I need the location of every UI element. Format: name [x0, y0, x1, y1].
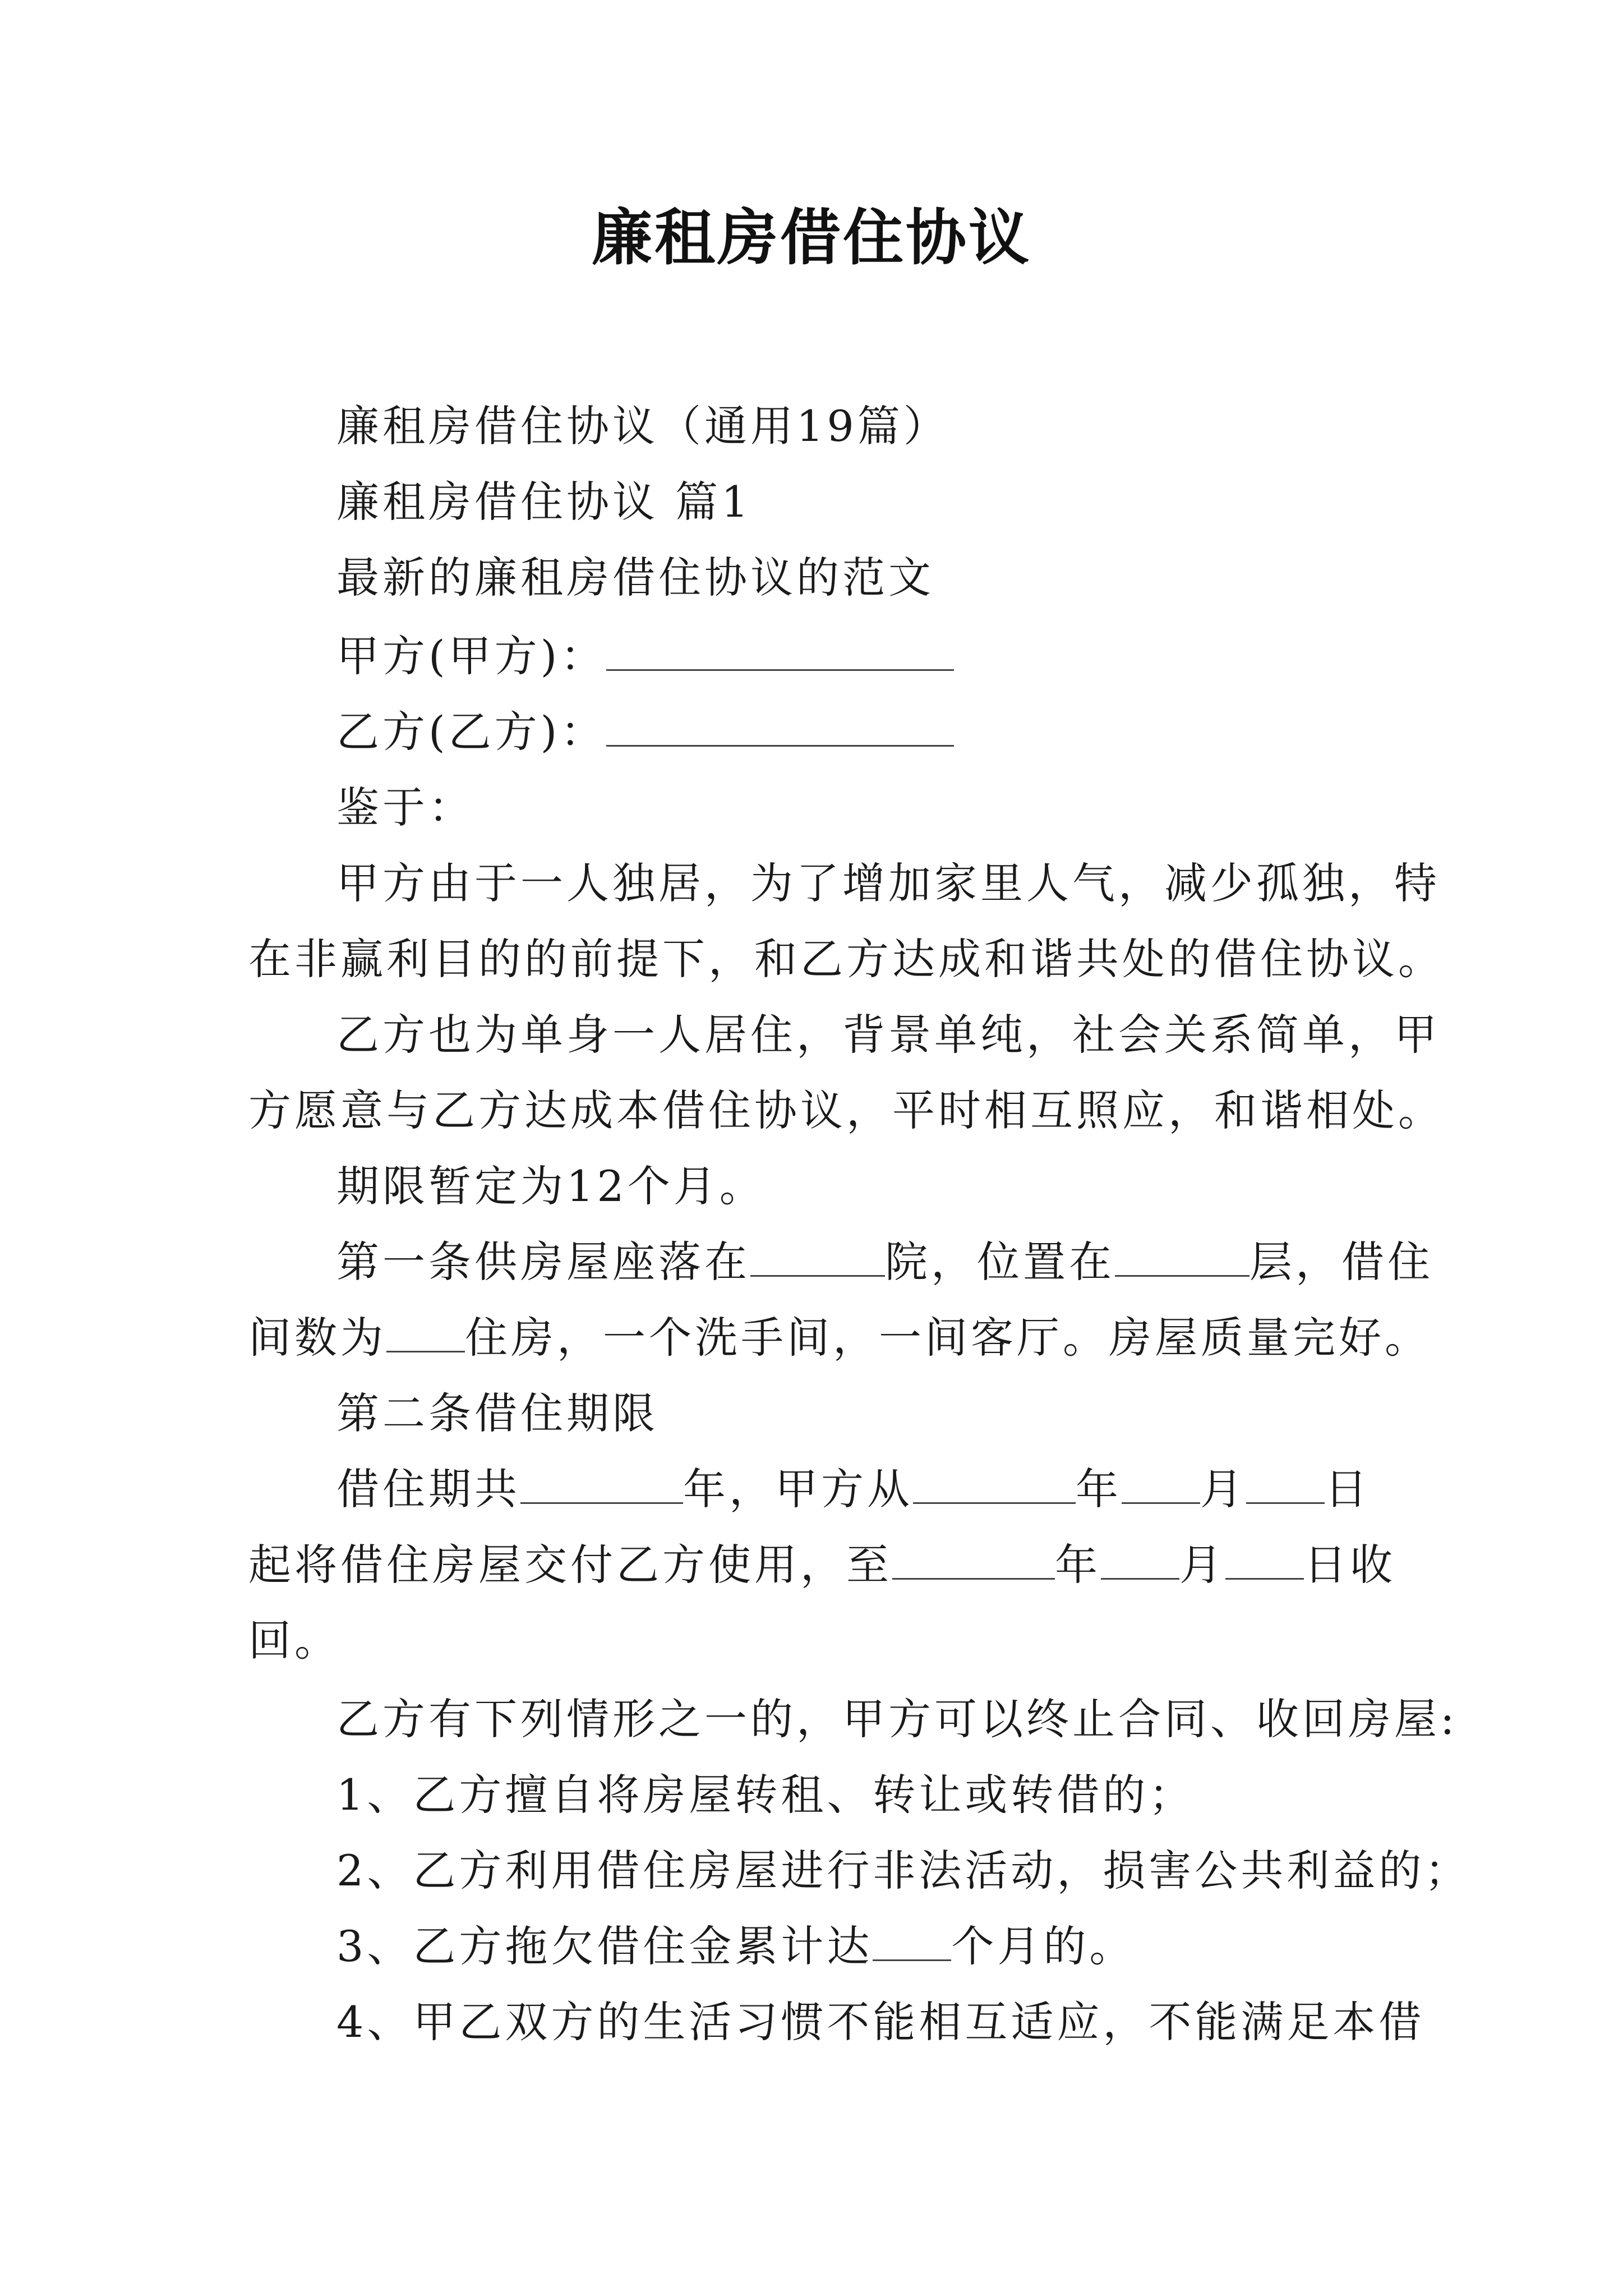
paragraph-line: 最新的廉租房借住协议的范文	[336, 553, 934, 602]
clause-2-line: 回。	[248, 1616, 340, 1665]
rooms-blank[interactable]	[386, 1317, 465, 1352]
paragraph-line: 乙方也为单身一人居住，背景单纯，社会关系简单，甲	[336, 1010, 1440, 1060]
start-month-blank[interactable]	[1122, 1469, 1200, 1504]
end-day-blank[interactable]	[1225, 1544, 1304, 1580]
paragraph-line: 期限暂定为12个月。	[336, 1161, 766, 1211]
clause-2-line: 借住期共 年，甲方从 年 月 日	[336, 1464, 1371, 1514]
party-a-blank[interactable]	[606, 636, 954, 671]
paragraph-line: 乙方有下列情形之一的，甲方可以终止合同、收回房屋:	[336, 1694, 1458, 1744]
end-year-blank[interactable]	[892, 1544, 1055, 1580]
section-heading: 廉租房借住协议 篇1	[336, 477, 752, 527]
duration-years-blank[interactable]	[520, 1469, 683, 1504]
subtitle-line: 廉租房借住协议（通用19篇）	[336, 401, 949, 451]
party-b-line: 乙方(乙方)：	[336, 693, 1486, 771]
paragraph-line: 甲方由于一人独居，为了增加家里人气，减少孤独，特	[336, 858, 1440, 908]
document-title: 廉租房借住协议	[591, 203, 1031, 273]
clause-2-heading: 第二条借住期限	[336, 1388, 658, 1438]
floor-blank[interactable]	[1115, 1241, 1249, 1277]
list-item: 4、甲乙双方的生活习惯不能相互适应，不能满足本借	[336, 1997, 1425, 2047]
list-item: 1、乙方擅自将房屋转租、转让或转借的；	[336, 1770, 1195, 1820]
start-year-blank[interactable]	[913, 1469, 1076, 1504]
clause-1-line: 间数为 住房，一个洗手间，一间客厅。房屋质量完好。	[248, 1313, 1431, 1363]
arrears-months-blank[interactable]	[873, 1926, 951, 1961]
list-item: 3、乙方拖欠借住金累计达 个月的。	[336, 1921, 1136, 1971]
end-month-blank[interactable]	[1101, 1544, 1179, 1580]
start-day-blank[interactable]	[1246, 1469, 1325, 1504]
courtyard-blank[interactable]	[750, 1241, 885, 1277]
party-b-blank[interactable]	[606, 711, 954, 747]
clause-1-line: 第一条供房屋座落在 院，位置在 层，借住	[336, 1237, 1433, 1287]
clause-2-line: 起将借住房屋交付乙方使用，至 年 月 日收	[248, 1540, 1396, 1590]
paragraph-line: 鉴于：	[336, 783, 474, 832]
list-item: 2、乙方利用借住房屋进行非法活动，损害公共利益的；	[336, 1846, 1471, 1895]
paragraph-line: 方愿意与乙方达成本借住协议，平时相互照应，和谐相处。	[248, 1085, 1444, 1135]
paragraph-line: 在非赢利目的的前提下，和乙方达成和谐共处的借住协议。	[248, 934, 1444, 984]
party-a-line: 甲方(甲方)：	[336, 617, 1486, 696]
